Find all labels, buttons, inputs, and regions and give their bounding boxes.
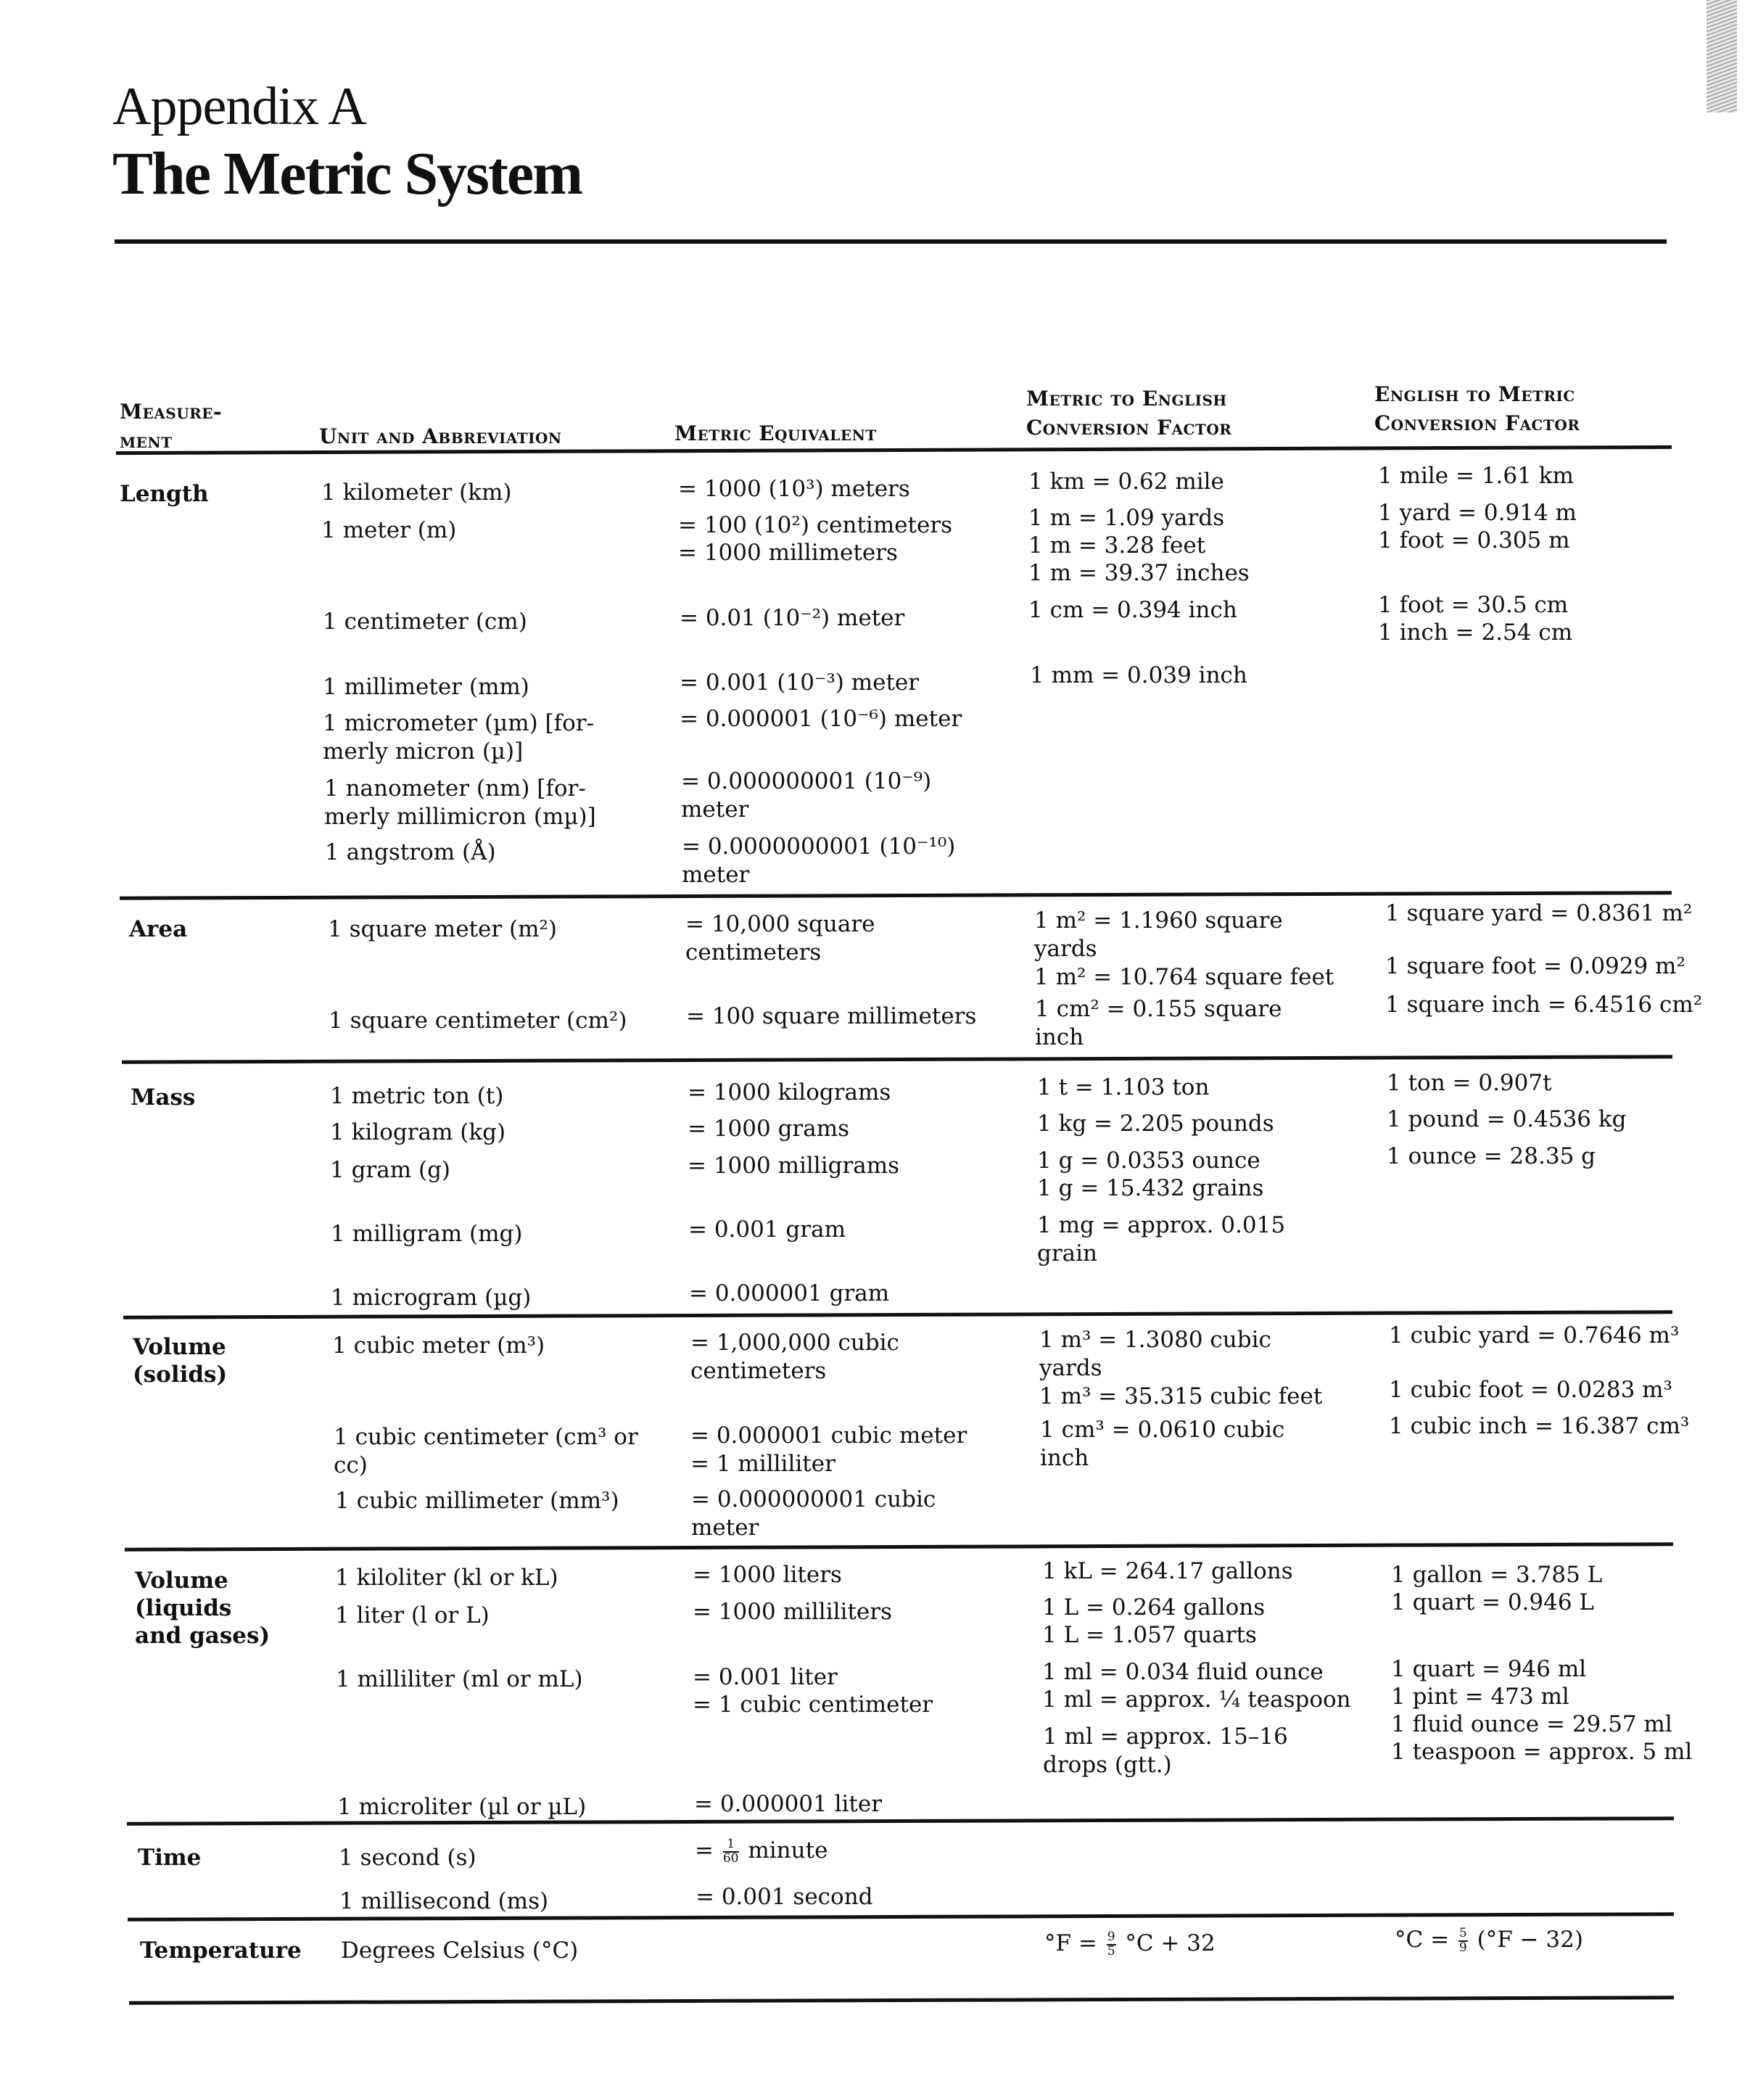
unit-line: merly millimicron (mµ)]: [324, 804, 596, 830]
fraction: $\frac{5}{9}$: [1458, 1925, 1467, 1955]
e2m-sq-yard: 1 square yard = 0.8361 m²: [1385, 900, 1693, 926]
unit-milligram: 1 milligram (mg): [331, 1221, 523, 1247]
equiv-cm3: [690, 1422, 967, 1478]
equiv-g: = 1000 milligrams: [688, 1153, 900, 1179]
m2e-line: 1 mg = approx. 0.015: [1037, 1212, 1286, 1238]
m2e-l-gallons: 1 L = 0.264 gallons: [1042, 1594, 1266, 1621]
header-line: Metric to English: [1026, 387, 1227, 411]
unit-micrometer: [323, 709, 594, 766]
table-bottom-rule: [129, 1996, 1674, 2004]
equiv-ton: = 1000 kilograms: [688, 1079, 891, 1105]
m2e-line: 1 cm² = 0.155 square: [1035, 996, 1282, 1022]
unit-square-meter: 1 square meter (m²): [328, 916, 558, 942]
label-line: (liquids: [135, 1595, 232, 1621]
unit-cubic-meter: 1 cubic meter (m³): [332, 1333, 545, 1359]
m2e-l-quarts: 1 L = 1.057 quarts: [1042, 1622, 1257, 1648]
m2e-m2-yards: [1034, 907, 1334, 992]
section-volume-solids-label: [133, 1333, 227, 1388]
m2e-ml-fluid-ounce: 1 ml = 0.034 fluid ounce: [1042, 1659, 1324, 1685]
equiv-line: = 0.000000001 cubic: [691, 1486, 936, 1512]
equiv-m-cm: = 100 (10²) centimeters: [678, 512, 953, 538]
m2e-line: 1 ml = approx. 15–16: [1043, 1724, 1288, 1750]
header-measurement-line: Measure-: [120, 400, 223, 424]
equiv-ul: = 0.000001 liter: [694, 1791, 883, 1817]
e2m-ounce: 1 ounce = 28.35 g: [1387, 1143, 1596, 1169]
equiv-kg: = 1000 grams: [688, 1116, 850, 1142]
unit-gram: 1 gram (g): [330, 1157, 451, 1183]
m2e-m3-yards: [1039, 1326, 1322, 1411]
e2m-sq-foot: 1 square foot = 0.0929 m²: [1385, 953, 1685, 979]
header-english-to-metric: [1374, 380, 1580, 438]
equiv-mm: = 0.001 (10⁻³) meter: [680, 670, 920, 696]
unit-kiloliter: 1 kiloliter (kl or kL): [335, 1565, 558, 1591]
e2m-yard-m: 1 yard = 0.914 m: [1378, 500, 1577, 526]
equiv-ug: = 0.000001 gram: [689, 1280, 890, 1306]
label-line: and gases): [135, 1623, 271, 1649]
m2e-line: inch: [1035, 1024, 1084, 1050]
section-volume-liquids-label: [135, 1567, 270, 1650]
unit-celsius: Degrees Celsius (°C): [341, 1938, 579, 1964]
e2m-fluid-ounce: 1 fluid ounce = 29.57 ml: [1391, 1711, 1672, 1737]
e2m-cubic-foot: 1 cubic foot = 0.0283 m³: [1389, 1377, 1672, 1403]
fraction: $\frac{1}{60}$: [722, 1836, 739, 1866]
m2e-cm3-inch: [1040, 1416, 1284, 1473]
m2e-line: 1 m³ = 1.3080 cubic: [1039, 1327, 1271, 1353]
equiv-line: = 10,000 square: [685, 911, 875, 937]
equiv-line: = 1 milliliter: [690, 1451, 835, 1477]
equiv-km: = 1000 (10³) meters: [678, 476, 910, 502]
e2m-cubic-inch: 1 cubic inch = 16.387 cm³: [1389, 1413, 1690, 1439]
unit-kilometer: 1 kilometer (km): [321, 479, 512, 506]
m2e-line: 1 m² = 10.764 square feet: [1034, 964, 1334, 990]
m2e-g-grains: 1 g = 15.432 grains: [1037, 1175, 1264, 1201]
page-title: The Metric System: [112, 140, 582, 207]
m2e-ml-teaspoon: 1 ml = approx. ¼ teaspoon: [1042, 1687, 1351, 1713]
e2m-quart-ml: 1 quart = 946 ml: [1391, 1656, 1587, 1682]
e2m-foot-m: 1 foot = 0.305 m: [1378, 527, 1570, 553]
unit-meter: 1 meter (m): [321, 517, 457, 543]
equiv-line: = 0.000000001 (10⁻⁹): [681, 768, 932, 794]
m2e-line: 1 m³ = 35.315 cubic feet: [1039, 1383, 1323, 1409]
equiv-um: = 0.000001 (10⁻⁶) meter: [680, 706, 962, 732]
equiv-line: = 0.0000000001 (10⁻¹⁰): [682, 833, 956, 860]
equiv-mg: = 0.001 gram: [688, 1216, 846, 1243]
e2m-fahrenheit-to-celsius: °C = $\frac{5}{9}$ (°F − 32): [1395, 1925, 1583, 1955]
m2e-g-ounce: 1 g = 0.0353 ounce: [1037, 1148, 1260, 1174]
e2m-ton: 1 ton = 0.907t: [1387, 1070, 1552, 1096]
unit-nanometer: [324, 775, 596, 831]
label-line: Volume: [135, 1568, 228, 1594]
scan-artifact: [1707, 0, 1737, 112]
e2m-gallon: 1 gallon = 3.785 L: [1391, 1562, 1603, 1588]
label-line: (solids): [133, 1362, 228, 1388]
m2e-line: inch: [1040, 1445, 1089, 1471]
unit-cubic-millimeter: 1 cubic millimeter (mm³): [335, 1488, 619, 1514]
equiv-line: centimeters: [690, 1358, 827, 1384]
header-line: Conversion Factor: [1026, 416, 1232, 440]
unit-line: 1 micrometer (µm) [for-: [323, 710, 595, 736]
e2m-foot-cm: 1 foot = 30.5 cm: [1378, 592, 1569, 618]
e2m-pint: 1 pint = 473 ml: [1391, 1684, 1569, 1710]
equiv-line: = 0.000001 cubic meter: [690, 1422, 967, 1449]
unit-metric-ton: 1 metric ton (t): [330, 1083, 504, 1109]
unit-cubic-centimeter: [334, 1423, 638, 1480]
equiv-m-mm: = 1000 millimeters: [678, 540, 898, 566]
header-metric-to-english: [1026, 384, 1231, 442]
e2m-inch-cm: 1 inch = 2.54 cm: [1378, 619, 1573, 646]
header-line: English to Metric: [1374, 382, 1575, 406]
m2e-mg-grain: [1037, 1211, 1285, 1268]
m2e-km-mile: 1 km = 0.62 mile: [1028, 469, 1224, 495]
equiv-nm: [681, 767, 931, 824]
section-rule: [120, 891, 1672, 899]
header-measurement-line: ment: [120, 429, 173, 453]
e2m-mile-km: 1 mile = 1.61 km: [1378, 463, 1574, 489]
e2m-sq-inch: 1 square inch = 6.4516 cm²: [1385, 992, 1703, 1018]
m2e-line: yards: [1034, 936, 1097, 962]
unit-line: merly micron (µ)]: [323, 738, 524, 765]
m2e-t-ton: 1 t = 1.103 ton: [1037, 1074, 1210, 1100]
m2e-kl-gallons: 1 kL = 264.17 gallons: [1042, 1558, 1293, 1584]
section-temperature-label: Temperature: [140, 1938, 302, 1964]
unit-second: 1 second (s): [339, 1845, 476, 1871]
section-rule: [122, 1055, 1672, 1063]
m2e-cm-inch: 1 cm = 0.394 inch: [1028, 597, 1237, 623]
m2e-line: grain: [1037, 1240, 1098, 1267]
unit-milliliter: 1 milliliter (ml or mL): [336, 1666, 583, 1692]
equiv-cm2: = 100 square millimeters: [686, 1003, 977, 1029]
equiv-line: meter: [681, 796, 749, 823]
e2m-teaspoon: 1 teaspoon = approx. 5 ml: [1391, 1739, 1693, 1765]
header-metric-equivalent: Metric Equivalent: [674, 421, 877, 445]
header-line: Conversion Factor: [1374, 411, 1580, 435]
header-measurement: [120, 398, 222, 456]
e2m-cubic-yard: 1 cubic yard = 0.7646 m³: [1389, 1322, 1680, 1348]
equiv-line: meter: [691, 1515, 759, 1541]
unit-line: 1 cubic centimeter (cm³ or: [334, 1424, 638, 1450]
title-rule: [115, 239, 1667, 244]
equiv-angstrom: [682, 833, 955, 889]
unit-liter: 1 liter (l or L): [335, 1602, 490, 1628]
m2e-kg-pounds: 1 kg = 2.205 pounds: [1037, 1111, 1274, 1137]
equiv-cm: = 0.01 (10⁻²) meter: [680, 605, 905, 631]
equiv-kl: = 1000 liters: [693, 1562, 842, 1588]
m2e-m-feet: 1 m = 3.28 feet: [1028, 532, 1206, 559]
m2e-m-inches: 1 m = 39.37 inches: [1028, 560, 1250, 586]
section-time-label: Time: [138, 1845, 202, 1871]
m2e-line: yards: [1039, 1355, 1102, 1381]
m2e-cm2-inch: [1035, 995, 1282, 1052]
unit-microliter: 1 microliter (µl or µL): [337, 1794, 587, 1820]
m2e-ml-drops: [1043, 1723, 1288, 1779]
equiv-second: [695, 1837, 828, 1865]
unit-millimeter: 1 millimeter (mm): [323, 674, 529, 700]
unit-millisecond: 1 millisecond (ms): [339, 1888, 549, 1914]
equiv-l: = 1000 milliliters: [693, 1599, 892, 1625]
equiv-m2: [685, 910, 875, 967]
m2e-celsius-to-fahrenheit: °F = $\frac{9}{5}$ °C + 32: [1044, 1929, 1216, 1959]
unit-square-centimeter: 1 square centimeter (cm²): [329, 1008, 627, 1034]
section-mass-label: Mass: [131, 1084, 196, 1111]
unit-line: 1 nanometer (nm) [for-: [324, 775, 586, 802]
unit-centimeter: 1 centimeter (cm): [323, 609, 527, 635]
section-rule: [125, 1542, 1673, 1551]
equiv-line: meter: [682, 862, 750, 888]
m2e-m-yards: 1 m = 1.09 yards: [1028, 505, 1225, 531]
section-area-label: Area: [129, 916, 188, 942]
equiv-m3: [690, 1329, 899, 1385]
equiv-second-text: = $\frac{1}{60}$ minute: [695, 1836, 828, 1866]
header-unit: Unit and Abbreviation: [319, 424, 562, 448]
m2e-mm-inch: 1 mm = 0.039 inch: [1030, 662, 1247, 688]
equiv-line: centimeters: [685, 939, 822, 965]
equiv-ml-liter: = 0.001 liter: [693, 1664, 838, 1690]
section-length-label: Length: [120, 481, 209, 507]
label-line: Volume: [133, 1334, 226, 1360]
e2m-quart-l: 1 quart = 0.946 L: [1391, 1589, 1595, 1615]
equiv-line: = 1,000,000 cubic: [690, 1330, 899, 1356]
equiv-mm3: [691, 1486, 936, 1542]
equiv-millisecond: = 0.001 second: [696, 1884, 873, 1910]
unit-kilogram: 1 kilogram (kg): [330, 1119, 506, 1145]
appendix-label: Appendix A: [112, 77, 366, 136]
m2e-line: 1 cm³ = 0.0610 cubic: [1040, 1417, 1285, 1443]
m2e-line: 1 m² = 1.1960 square: [1034, 907, 1283, 934]
unit-angstrom: 1 angstrom (Å): [325, 839, 496, 865]
fraction: $\frac{9}{5}$: [1107, 1929, 1115, 1959]
e2m-pound: 1 pound = 0.4536 kg: [1387, 1106, 1627, 1132]
m2e-line: drops (gtt.): [1043, 1752, 1172, 1778]
unit-microgram: 1 microgram (µg): [331, 1285, 532, 1311]
equiv-ml-cc: = 1 cubic centimeter: [693, 1692, 933, 1718]
unit-line: cc): [334, 1452, 368, 1478]
